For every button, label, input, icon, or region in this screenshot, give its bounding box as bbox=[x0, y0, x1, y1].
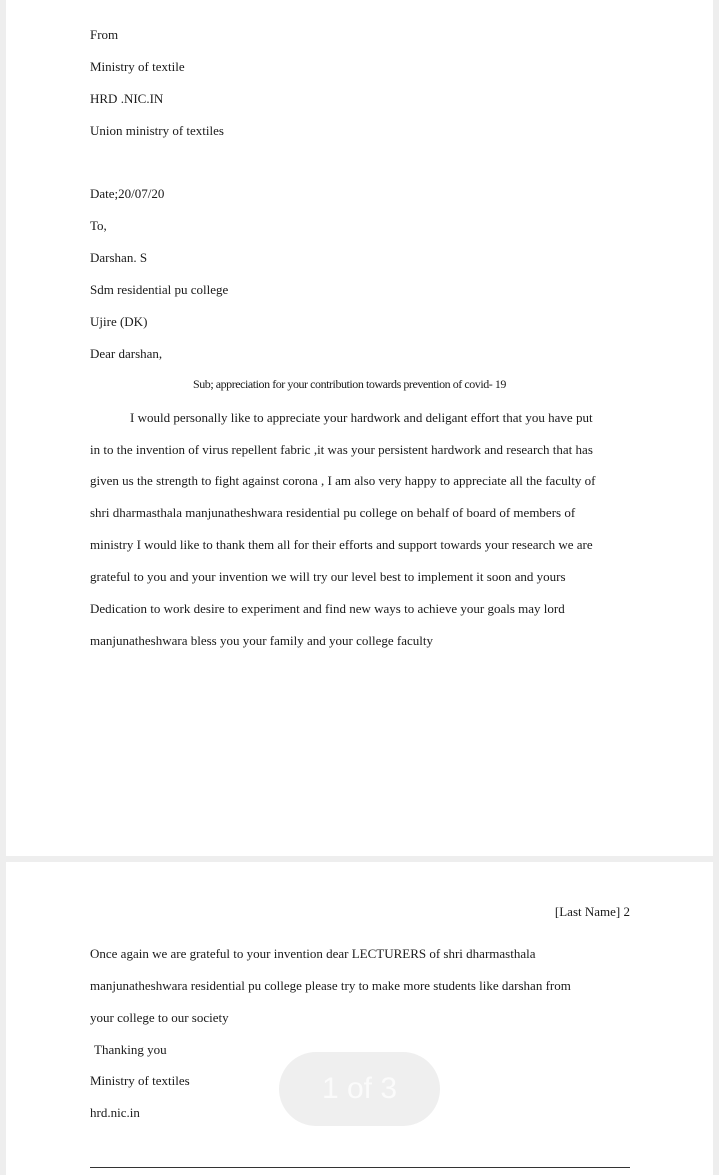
to-label: To, bbox=[90, 218, 107, 233]
letter-date: Date;20/07/20 bbox=[90, 186, 165, 201]
recipient-name: Darshan. S bbox=[90, 250, 148, 265]
sender-organization: Union ministry of textiles bbox=[90, 123, 224, 138]
body-line: grateful to you and your invention we will try our level best to implement it soon and yours bbox=[90, 569, 566, 584]
recipient-college: Sdm residential pu college bbox=[90, 282, 229, 297]
document-page-1 bbox=[6, 0, 713, 856]
salutation: Dear darshan, bbox=[90, 346, 163, 361]
body-line: I would personally like to appreciate your hardwork and deligant effort that you have put bbox=[130, 410, 593, 425]
thanks-line: Thanking you bbox=[94, 1042, 167, 1057]
body-line: ministry I would like to thank them all for their efforts and support towards your research we are bbox=[90, 537, 593, 552]
page-header: [Last Name] 2 bbox=[554, 904, 630, 919]
body-line: Dedication to work desire to experiment and find new ways to achieve your goals may lord bbox=[90, 601, 565, 616]
body-line: shri dharmasthala manjunatheshwara residential pu college on behalf of board of members of bbox=[90, 505, 576, 520]
closing-line: Once again we are grateful to your invention dear LECTURERS of shri dharmasthala bbox=[90, 946, 536, 961]
page-indicator-label: 1 of 3 bbox=[321, 1072, 398, 1105]
footer-divider bbox=[90, 1167, 630, 1168]
from-label: From bbox=[90, 27, 119, 42]
sender-site: HRD .NIC.IN bbox=[90, 91, 164, 106]
body-line: in to the invention of virus repellent fabric ,it was your persistent hardwork and research that has bbox=[90, 442, 593, 457]
recipient-location: Ujire (DK) bbox=[90, 314, 148, 329]
body-line: given us the strength to fight against corona , I am also very happy to appreciate all the faculty of bbox=[90, 473, 596, 488]
signature-line: hrd.nic.in bbox=[90, 1105, 140, 1120]
document-page-2 bbox=[6, 862, 713, 1175]
body-line: manjunatheshwara bless you your family and your college faculty bbox=[90, 633, 433, 648]
signature-line: Ministry of textiles bbox=[90, 1073, 190, 1088]
sender-name: Ministry of textile bbox=[90, 59, 185, 74]
closing-line: your college to our society bbox=[90, 1010, 229, 1025]
subject-line: Sub; appreciation for your contribution towards prevention of covid- 19 bbox=[193, 377, 506, 391]
page-indicator bbox=[279, 1052, 440, 1126]
closing-line: manjunatheshwara residential pu college please try to make more students like darshan from bbox=[90, 978, 571, 993]
